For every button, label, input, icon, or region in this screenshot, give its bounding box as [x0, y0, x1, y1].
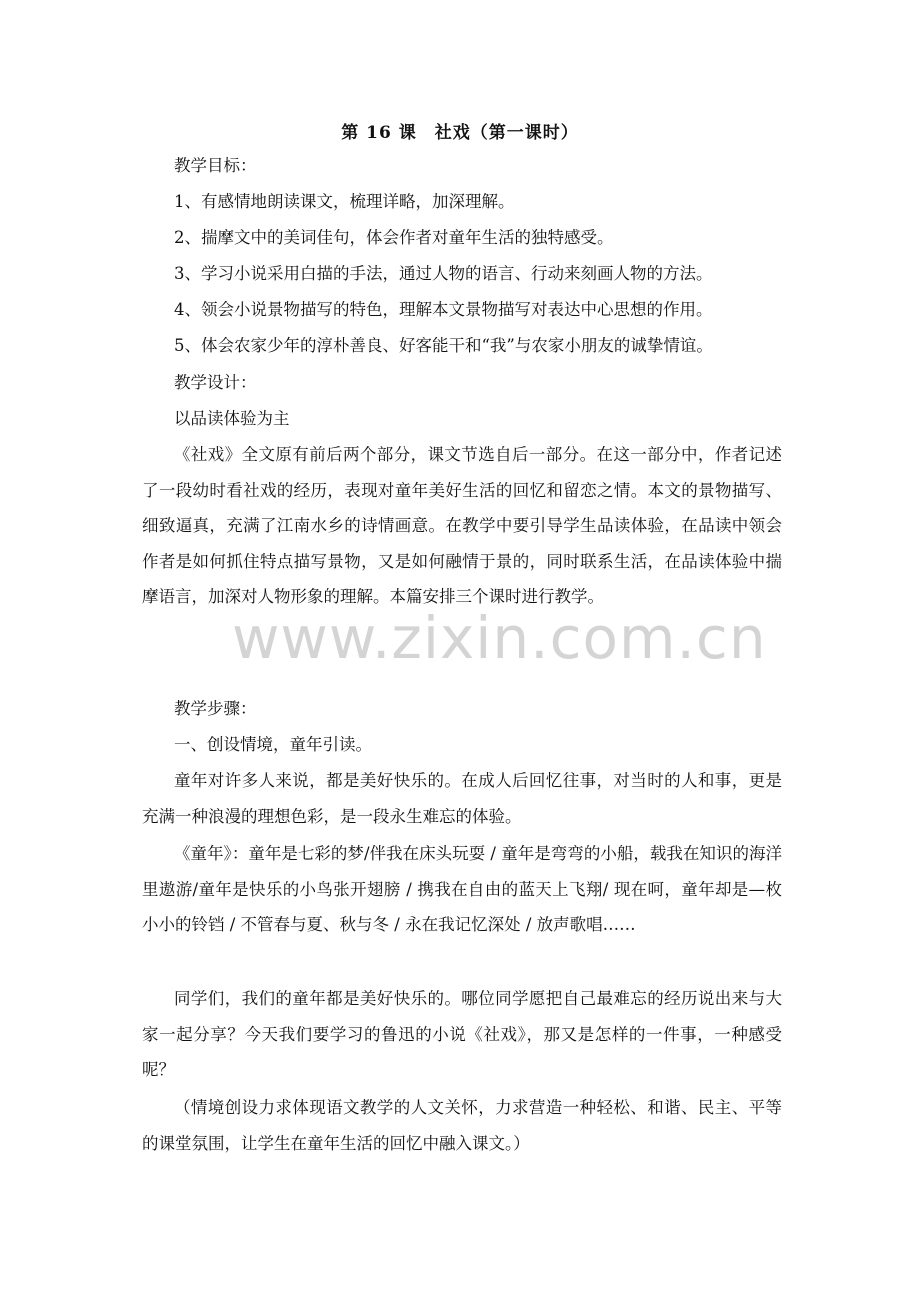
lesson-title: 第 16 课 社戏（第一课时）: [341, 123, 579, 143]
step-paragraph: 童年对许多人来说，都是美好快乐的。在成人后回忆往事，对当时的人和事，更是充满一种浪漫的理想色彩，是一段永生难忘的体验。: [142, 771, 782, 826]
steps-heading: 教学步骤：: [174, 699, 257, 718]
goal-item: 2、揣摩文中的美词佳句，体会作者对童年生活的独特感受。: [174, 228, 614, 247]
design-paragraph: 《社戏》全文原有前后两个部分，课文节选自后一部分。在这一部分中，作者记述了一段幼时看社戏的经历，表现对童年美好生活的回忆和留恋之情。本文的景物描写、细致逼真，充满了江南水乡的诗情画意。在教学中要引导学生品读体验，在品读中领会作者是如何抓住特点描写景物，又是如何融情于景的，同时联系生活，在品读体验中揣摩语言，加深对人物形象的理解。本篇安排三个课时进行教学。: [142, 445, 782, 606]
goal-item: 1、有感情地朗读课文，梳理详略，加深理解。: [174, 192, 515, 211]
step-paragraph: 同学们，我们的童年都是美好快乐的。哪位同学愿把自己最难忘的经历说出来与大家一起分享？今天我们要学习的鲁迅的小说《社戏》，那又是怎样的一件事，一种感受呢？: [142, 989, 782, 1079]
design-heading: 教学设计：: [174, 373, 257, 392]
step-paragraph: 《童年》：童年是七彩的梦/伴我在床头玩耍 / 童年是弯弯的小船，载我在知识的海洋里遨游/童年是快乐的小鸟张开翅膀 / 携我在自由的蓝天上飞翔/ 现在呵，童年却是—枚小小的铃铛 / 不管春与夏、秋与冬 / 永在我记忆深处 / 放声歌唱……: [142, 844, 782, 934]
goal-item: 4、领会小说景物描写的特色，理解本文景物描写对表达中心思想的作用。: [174, 300, 713, 319]
goal-item: 3、学习小说采用白描的手法，通过人物的语言、行动来刻画人物的方法。: [174, 264, 713, 283]
goal-item: 5、体会农家少年的淳朴善良、好客能干和“我”与农家小朋友的诚挚情谊。: [174, 336, 713, 355]
step-paragraph: （情境创设力求体现语文教学的人文关怀，力求营造一种轻松、和谐、民主、平等的课堂氛围，让学生在童年生活的回忆中融入课文。）: [142, 1098, 782, 1153]
goals-heading: 教学目标：: [174, 156, 257, 175]
design-subheading: 以品读体验为主: [174, 409, 290, 428]
watermark: www.zixin.com.cn: [232, 604, 767, 672]
step-heading: 一、创设情境，童年引读。: [174, 735, 372, 754]
